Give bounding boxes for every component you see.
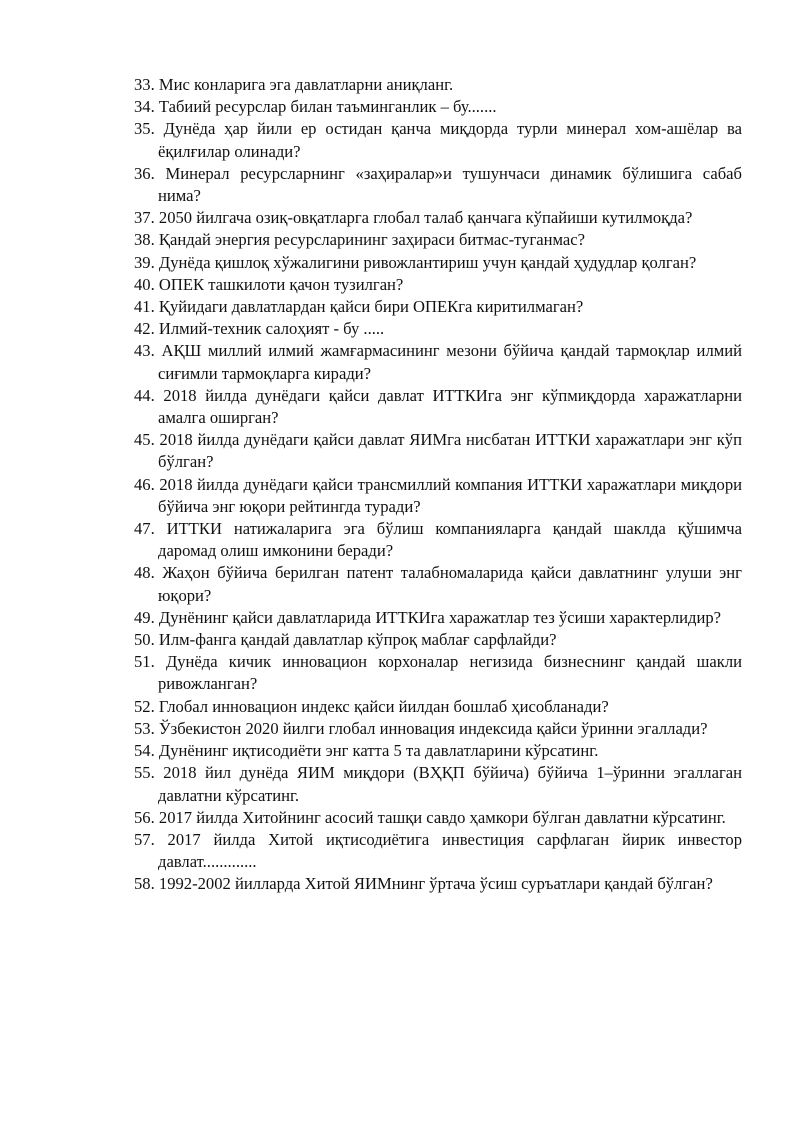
question-number: 49. <box>134 607 155 627</box>
question-item <box>134 340 742 384</box>
question-text: 2018 йил дунёда ЯИМ миқдори (ВҲҚП бўйича) бўйича 1–ўринни эгаллаган давлатни кўрсатинг. <box>158 763 742 805</box>
question-number: 56. <box>134 807 155 827</box>
question-number: 55. <box>134 763 155 783</box>
question-text: Минерал ресурсларнинг «заҳиралар»и тушунчаси динамик бўлишига сабаб нима? <box>158 163 742 206</box>
question-item <box>134 118 742 162</box>
question-text: Қуйидаги давлатлардан қайси бири ОПЕКга киритилмаган? <box>158 297 584 317</box>
question-number: 38. <box>134 230 155 250</box>
question-item <box>134 518 742 562</box>
question-item <box>134 629 742 651</box>
question-number: 44. <box>134 385 155 405</box>
question-text: АҚШ миллий илмий жамғармасининг мезони бўйича қандай тармоқлар илмий сиғимли тармоқларга киради? <box>158 341 742 383</box>
question-number: 33. <box>134 75 155 94</box>
question-item <box>134 873 742 895</box>
question-number: 47. <box>134 519 155 539</box>
question-text: Дунёда қишлоқ хўжалигини ривожлантириш учун қандай ҳудудлар қолган? <box>158 252 697 272</box>
question-text: Ўзбекистон 2020 йилги глобал инновация индексида қайси ўринни эгаллади? <box>158 718 708 738</box>
question-item <box>134 474 742 518</box>
question-number: 40. <box>134 274 155 294</box>
question-item <box>134 163 742 207</box>
question-text: 1992-2002 йилларда Хитой ЯИМнинг ўртача ўсиш суръатлари қандай бўлган? <box>158 874 713 894</box>
question-number: 43. <box>134 341 155 361</box>
question-text: 2018 йилда дунёдаги қайси давлат ИТТКИга энг кўпмиқдорда харажатларни амалга оширган? <box>158 385 742 428</box>
question-number: 58. <box>134 874 155 894</box>
question-number: 46. <box>134 474 155 494</box>
question-item <box>134 96 742 118</box>
question-item <box>134 74 742 96</box>
question-text: 2050 йилгача озиқ-овқатларга глобал талаб қанчага кўпайиши кутилмоқда? <box>158 208 693 228</box>
question-item <box>134 651 742 695</box>
question-item <box>134 274 742 296</box>
question-number: 51. <box>134 652 155 672</box>
question-number: 35. <box>134 119 155 139</box>
question-text: Дунёда кичик инновацион корхоналар негизида бизнеснинг қандай шакли ривожланган? <box>158 652 742 694</box>
question-list <box>134 74 742 896</box>
question-item <box>134 696 742 718</box>
question-text: Мис конларига эга давлатларни аниқланг. <box>158 75 454 94</box>
question-item <box>134 607 742 629</box>
question-item <box>134 740 742 762</box>
question-number: 36. <box>134 163 155 183</box>
question-item <box>134 252 742 274</box>
question-number: 48. <box>134 563 155 583</box>
question-text: ИТТКИ натижаларига эга бўлиш компанияларга қандай шаклда қўшимча даромад олиш имконини беради? <box>158 519 742 561</box>
question-item <box>134 807 742 829</box>
question-number: 53. <box>134 718 155 738</box>
question-text: Табиий ресурслар билан таъминганлик – бу....... <box>158 97 497 117</box>
question-text: 2017 йилда Хитой иқтисодиётига инвестиция сарфлаган йирик инвестор давлат............. <box>158 829 742 872</box>
question-item <box>134 229 742 251</box>
question-item <box>134 429 742 473</box>
question-number: 52. <box>134 696 155 716</box>
question-text: ОПЕК ташкилоти қачон тузилган? <box>158 274 404 294</box>
question-item <box>134 562 742 606</box>
question-text: Илм-фанга қандай давлатлар кўпроқ маблағ сарфлайди? <box>158 630 557 650</box>
question-text: Глобал инновацион индекс қайси йилдан бошлаб ҳисобланади? <box>158 696 609 716</box>
question-text: Қандай энергия ресурсларининг заҳираси битмас-туганмас? <box>158 230 586 250</box>
question-text: Жаҳон бўйича берилган патент талабномаларида қайси давлатнинг улуши энг юқори? <box>158 563 742 605</box>
question-number: 41. <box>134 297 155 317</box>
question-item <box>134 829 742 873</box>
question-item <box>134 718 742 740</box>
question-text: Дунёнинг қайси давлатларида ИТТКИга харажатлар тез ўсиши характерлидир? <box>158 607 722 627</box>
question-text: 2018 йилда дунёдаги қайси трансмиллий компания ИТТКИ харажатлари миқдори бўйича энг юқори рейтингда туради? <box>158 474 742 516</box>
question-number: 42. <box>134 319 155 339</box>
question-number: 50. <box>134 630 155 650</box>
question-text: Дунёда ҳар йили ер остидан қанча миқдорда турли минерал хом-ашёлар ва ёқилғилар олинади? <box>158 119 742 161</box>
question-text: Дунёнинг иқтисодиёти энг катта 5 та давлатларини кўрсатинг. <box>158 741 599 761</box>
question-number: 45. <box>134 430 155 450</box>
question-item <box>134 762 742 806</box>
question-text: 2017 йилда Хитойнинг асосий ташқи савдо ҳамкори бўлган давлатни кўрсатинг. <box>158 807 726 827</box>
question-text: 2018 йилда дунёдаги қайси давлат ЯИМга нисбатан ИТТКИ харажатлари энг кўп бўлган? <box>158 430 742 472</box>
question-text: Илмий-техник салоҳият - бу ..... <box>158 319 385 339</box>
question-number: 54. <box>134 741 155 761</box>
question-item <box>134 296 742 318</box>
question-item <box>134 318 742 340</box>
question-item <box>134 207 742 229</box>
question-number: 34. <box>134 97 155 117</box>
question-item <box>134 385 742 429</box>
question-number: 37. <box>134 208 155 228</box>
question-number: 57. <box>134 829 155 849</box>
question-number: 39. <box>134 252 155 272</box>
